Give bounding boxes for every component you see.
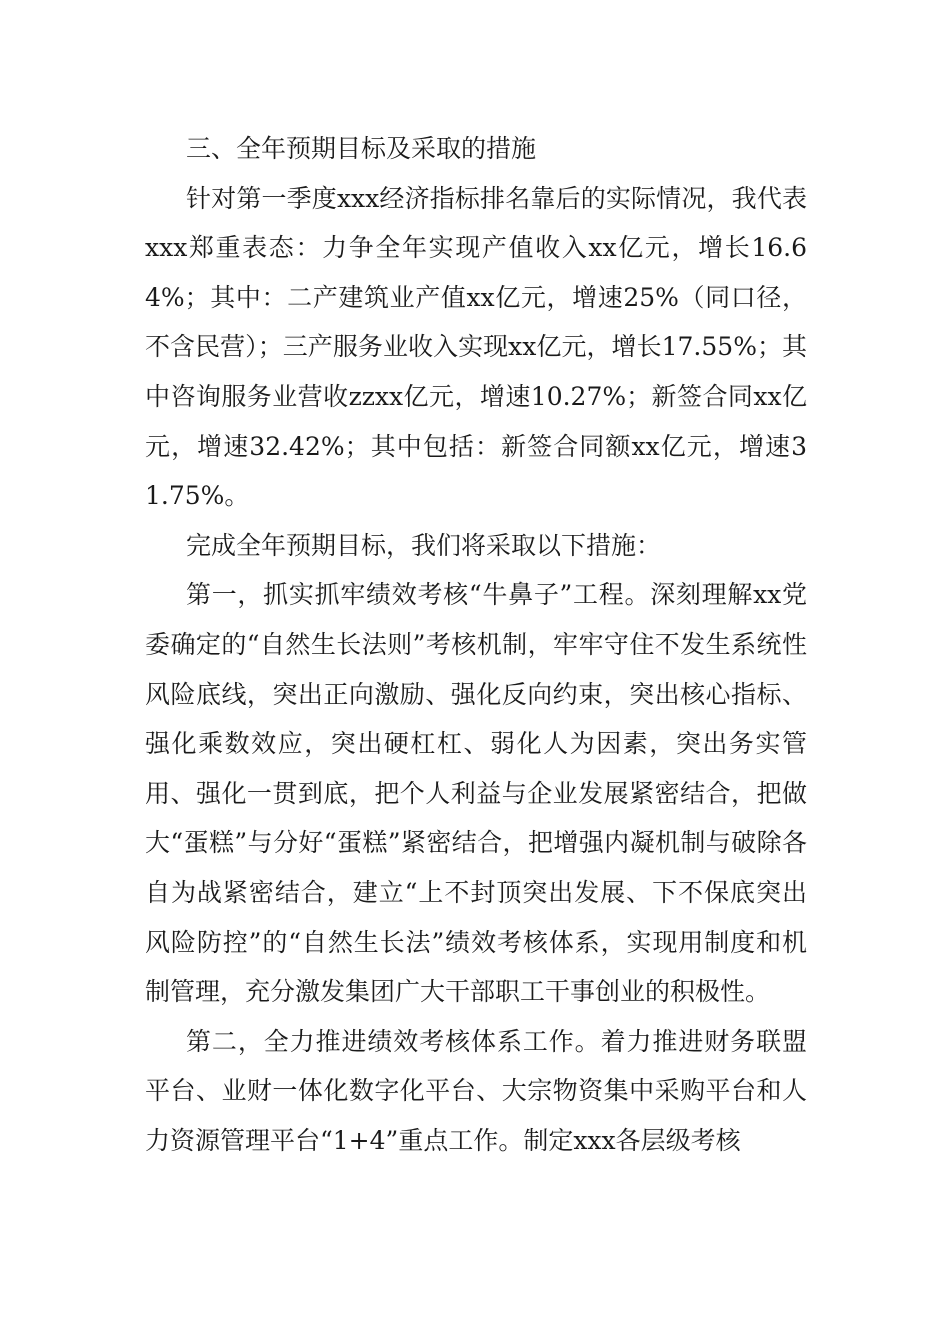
paragraph-measure-2: 第二，全力推进绩效考核体系工作。着力推进财务联盟平台、业财一体化数字化平台、大宗物资集中采购平台和人力资源管理平台“1+4”重点工作。制定xxx各层级考核 [145, 1026, 807, 1155]
paragraph-measure-1: 第一，抓实抓牢绩效考核“牛鼻子”工程。深刻理解xx党委确定的“自然生长法则”考核机制，牢牢守住不发生系统性风险底线，突出正向激励、强化反向约束，突出核心指标、强化乘数效应，突出硬杠杠、弱化人为因素，突出务实管用、强化一贯到底，把个人利益与企业发展紧密结合，把做大“蛋糕”与分好“蛋糕”紧密结合，把增强内凝机制与破除各自为战紧密结合，建立“上不封顶突出发展、下不保底突出风险防控”的“自然生长法”绩效考核体系，实现用制度和机制管理，充分激发集团广大干部职工干事创业的积极性。 [145, 580, 807, 1007]
section-heading: 三、全年预期目标及采取的措施 [186, 134, 537, 163]
paragraph-measures-intro: 完成全年预期目标，我们将采取以下措施： [186, 530, 662, 560]
paragraph-targets: 针对第一季度xxx经济指标排名靠后的实际情况，我代表xxx郑重表态：力争全年实现产值收入xx亿元，增长16.64%；其中：二产建筑业产值xx亿元，增速25%（同口径，不含民营）；三产服务业收入实现xx亿元，增长17.55%；其中咨询服务业营收zzxx亿元，增速10.27%；新签合同xx亿元，增速32.42%；其中包括：新签合同额xx亿元，增速31.75%。 [145, 183, 807, 511]
document-body [145, 124, 807, 1165]
